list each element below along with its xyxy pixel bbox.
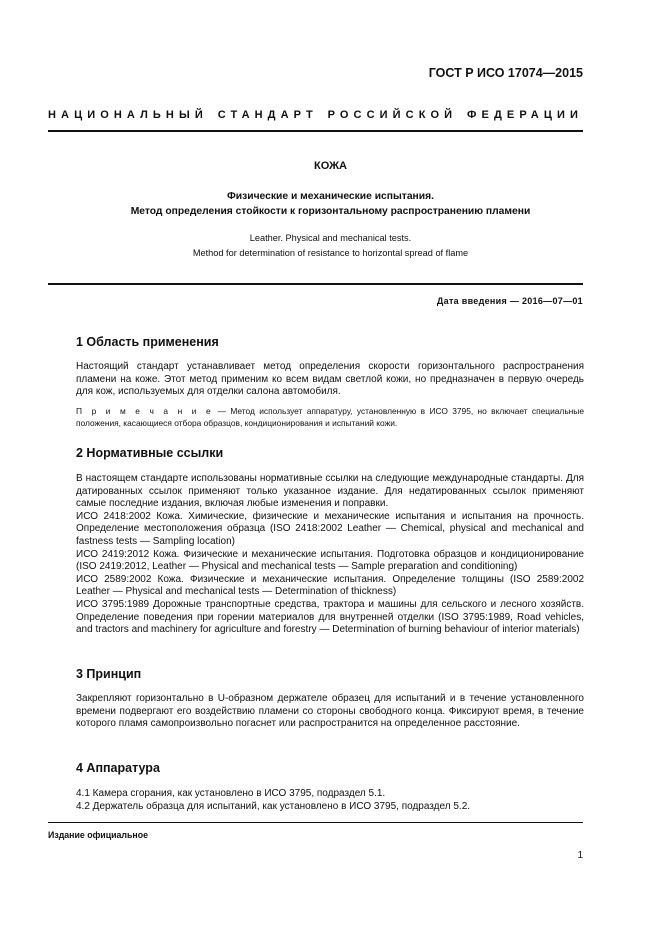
section-2-paragraph: В настоящем стандарте использованы нормативные ссылки на следующие международные стандарты. Для датированных ссылок применяют только указанное издание. Для недатированных ссылок применяют самые последние издания, включая любые изменения и поправки. [76,473,584,510]
apparatus-item-4-1: 4.1 Камера сгорания, как установлено в ИСО 3795, подраздел 5.1. [76,788,386,799]
top-divider [48,130,583,132]
section-2-body [76,473,584,637]
document-title: КОЖА [313,160,347,172]
section-4-list [76,788,584,813]
english-title-line-1: Leather. Physical and mechanical tests. [249,233,412,243]
note-text: — Метод использует аппаратуру, установленную в ИСО 3795, но включает специальные положения, касающиеся отбора образцов, кондиционирования и испытаний кожи. [76,406,584,429]
title-divider [48,283,583,285]
section-1-note [76,405,584,430]
standard-code: ГОСТ Р ИСО 17074—2015 [428,66,583,80]
english-title-line-2: Method for determination of resistance to horizontal spread of flame [192,248,469,258]
official-edition-label: Издание официальное [48,830,148,840]
national-standard-banner: НАЦИОНАЛЬНЫЙ СТАНДАРТ РОССИЙСКОЙ ФЕДЕРАЦИИ [48,109,583,121]
page-number: 1 [577,850,583,861]
subtitle-line-2: Метод определения стойкости к горизонтальному распространению пламени [130,206,531,217]
date-of-introduction: Дата введения — 2016—07—01 [436,296,583,306]
section-1-heading: 1 Область применения [76,335,219,349]
english-title [0,231,661,261]
subtitle-line-1: Физические и механические испытания. [227,191,434,202]
note-label: П р и м е ч а н и е [76,406,214,416]
section-4-heading: 4 Аппаратура [76,761,160,775]
section-1-text: Настоящий стандарт устанавливает метод определения скорости горизонтального распространения пламени на коже. Этот метод применим ко всем видам светлой кожи, но предназначен в первую очередь для кож, используемых для отделки салона автомобиля. [76,361,584,398]
reference-iso-2589: ИСО 2589:2002 Кожа. Физические и механические испытания. Определение толщины (ISO 2589:2002 Leather — Physical and mechanical tests — Determination of thickness) [76,573,584,598]
section-1-paragraph [76,361,584,399]
section-3-paragraph: Закрепляют горизонтально в U-образном держателе образец для испытаний и в течение установленного времени подвергают его воздействию пламени со стороны свободного конца. Фиксируют время, в течение которого пламя самопроизвольно погаснет или распространится на определенное расстояние. [76,693,584,730]
apparatus-item-4-2: 4.2 Держатель образца для испытаний, как установлено в ИСО 3795, подраздел 5.2. [76,800,471,812]
footer-divider [48,822,583,823]
reference-iso-2418: ИСО 2418:2002 Кожа. Химические, физические и механические испытания и испытания на прочность. Определение местоположения образца (ISO 2418:2002 Leather — Chemical, physical and mechanical and fastness tests — Sampling location) [76,510,584,547]
section-2-heading: 2 Нормативные ссылки [76,446,224,460]
section-3-heading: 3 Принцип [76,667,142,681]
reference-iso-2419: ИСО 2419:2012 Кожа. Физические и механические испытания. Подготовка образцов и кондиционирование (ISO 2419:2012, Leather — Physical and mechanical tests — Sample preparation and conditioning) [76,548,584,573]
document-subtitle [0,189,661,219]
reference-iso-3795: ИСО 3795:1989 Дорожные транспортные средства, трактора и машины для сельского и лесного хозяйств. Определение поведения при горении материалов для внутренней отделки (ISO 3795:1989, Road vehicles, and tractors and machinery for agriculture and forestry — Determination of burning behaviour of interior materials) [76,598,584,636]
